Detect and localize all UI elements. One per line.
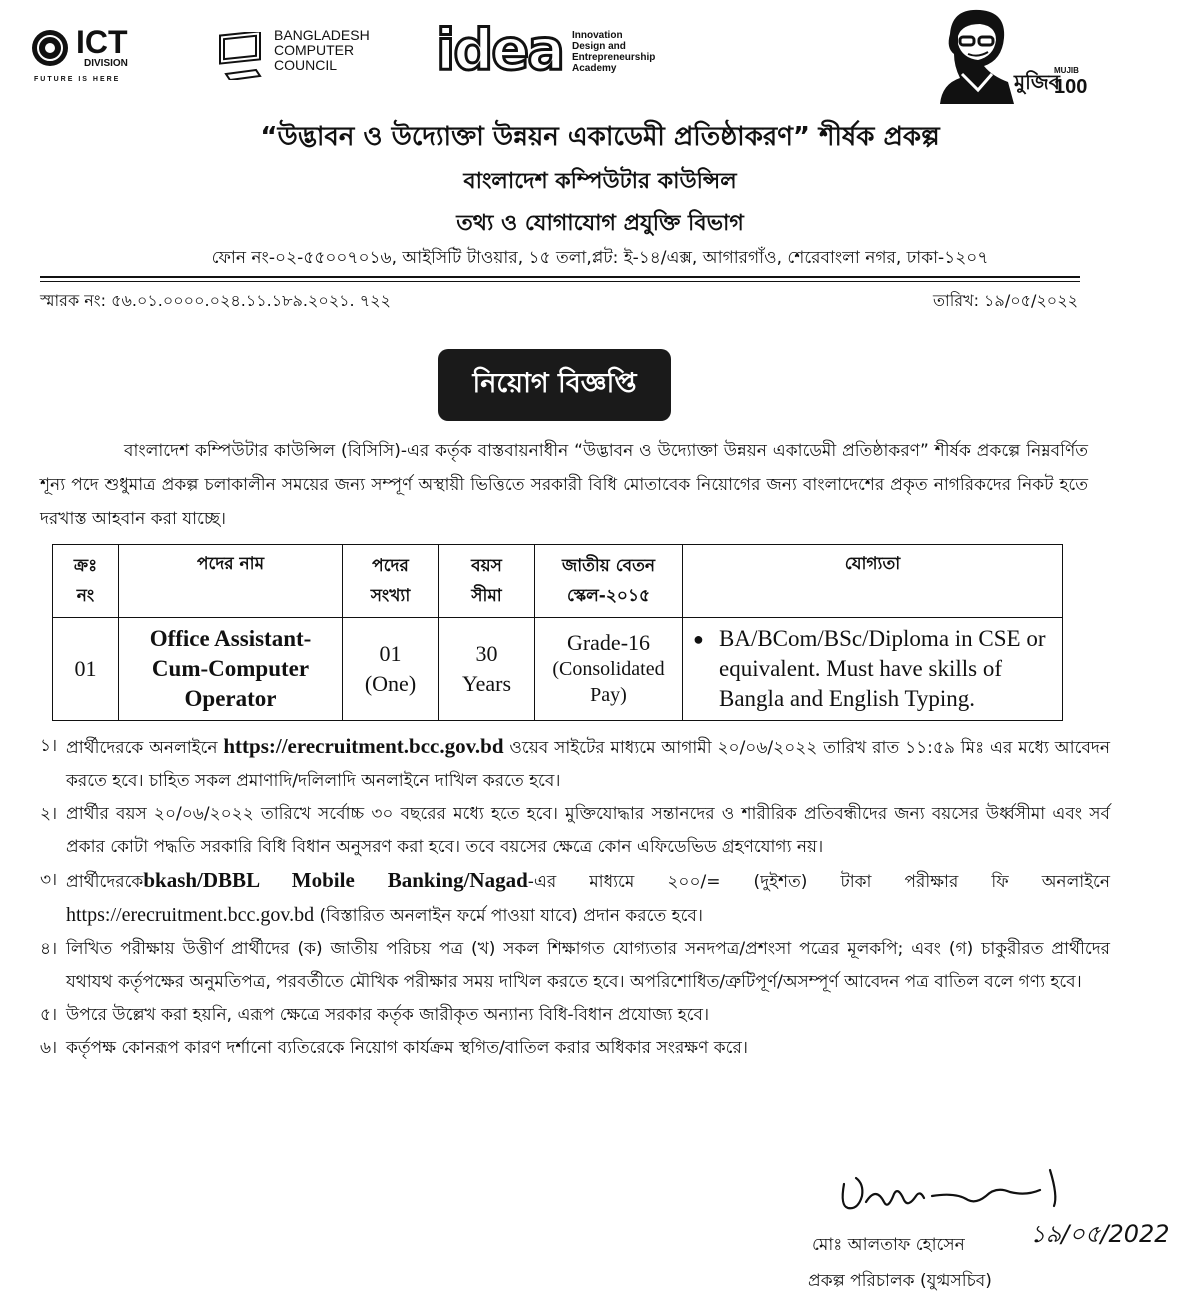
condition-text: প্রার্থীদেরকে [66, 872, 144, 892]
payment-methods: bkash/DBBL Mobile Banking/Nagad [143, 868, 528, 892]
header-count-line1: পদের [372, 556, 409, 576]
intro-paragraph: বাংলাদেশ কম্পিউটার কাউন্সিল (বিসিসি)-এর কর্তৃক বাস্তবায়নাধীন “উদ্ভাবন ও উদ্যোক্তা উন্নয়ন একাডেমী প্রতিষ্ঠাকরণ” শীর্ষক প্রকল্পে নিম্নবর্ণিত শূন্য পদে শুধুমাত্র প্রকল্প চলাকালীন সময়ের জন্য সম্পূর্ণ অস্থায়ী ভিত্তিতে সরকারী বিধি মোতাবেক নিয়োগের জন্য বাংলাদেশের প্রকৃত নাগরিকদের নিকট হতে দরখাস্ত আহবান করা যাচ্ছে। [40, 441, 1088, 529]
list-item [40, 730, 1110, 798]
ict-logo-main: ICT [76, 24, 128, 60]
idea-logo-line3: Entrepreneurship [572, 52, 656, 63]
header-scale-line1: জাতীয় বেতন [562, 556, 655, 576]
condition-text: কর্তৃপক্ষ কোনরূপ কারণ দর্শানো ব্যতিরেকে নিয়োগ কার্যক্রম স্থগিত/বাতিল করার অধিকার সংরক্ষণ করে। [66, 1038, 748, 1058]
header-qualification: যোগ্যতা [683, 545, 1063, 618]
mujib-logo-latin: MUJIB [1054, 66, 1079, 75]
condition-text: লিখিত পরীক্ষায় উত্তীর্ণ প্রার্থীদের (ক) জাতীয় পরিচয় পত্র (খ) সকল শিক্ষাগত যোগ্যতার সনদপত্র/প্রশংসা পত্রের মূলকপি; এবং (গ) চাকুরীরত প্রার্থীদের যথাযথ কর্তৃপক্ষের অনুমতিপত্র, পরবর্তীতে মৌখিক পরীক্ষার সময় দাখিল করতে হবে। অপরিশোধিত/ত্রুটিপূর্ণ/অসম্পূর্ণ আবেদন পত্র বাতিল বলে গণ্য হবে। [66, 939, 1110, 992]
department-name: তথ্য ও যোগাযোগ প্রযুক্তি বিভাগ [456, 211, 744, 236]
idea-logo [436, 18, 676, 86]
ict-division-logo [30, 26, 150, 90]
age-value: 30 [475, 641, 498, 666]
idea-logo-line2: Design and [572, 41, 626, 52]
list-number: ৩। [40, 870, 58, 890]
payment-url[interactable]: https://erecruitment.bcc.gov.bd [66, 904, 315, 926]
header-count [343, 545, 439, 618]
count-value: 01 [379, 641, 402, 666]
table-header-row [53, 545, 1063, 618]
memo-number: স্মারক নং: ৫৬.০১.০০০০.০২৪.১১.১৮৯.২০২১. ৭২২ [40, 291, 391, 310]
idea-logo-word: idea [436, 18, 564, 83]
signer-name: মোঃ আলতাফ হোসেন [812, 1235, 965, 1255]
computer-monitor-icon [216, 32, 266, 80]
header-scale-line2: স্কেল-২০১৫ [566, 586, 651, 606]
list-item [40, 864, 1110, 933]
table-row [53, 618, 1063, 721]
signature-date: ১৯/০৫/2022 [1030, 1220, 1170, 1248]
header-divider-thin [40, 281, 1080, 282]
post-line1: Office Assistant- [149, 626, 312, 651]
header-pay-scale [535, 545, 683, 618]
list-number: ১। [40, 736, 58, 756]
scale-note-2: Pay) [590, 684, 627, 706]
post-line2: Cum-Computer [151, 656, 310, 681]
bcc-logo-line1: BANGLADESH [274, 27, 370, 43]
list-item [40, 999, 1110, 1032]
list-item [40, 798, 1110, 864]
list-number: ৬। [40, 1038, 58, 1058]
list-item [40, 933, 1110, 999]
bcc-logo [216, 28, 396, 84]
mujib-100-logo [932, 4, 1088, 104]
header-serial [53, 545, 119, 618]
condition-text: (বিস্তারিত অনলাইন ফর্মে পাওয়া যাবে) প্রদান করতে হবে। [319, 906, 703, 926]
condition-text: উপরে উল্লেখ করা হয়নি, এরূপ ক্ষেত্রে সরকার কর্তৃক জারীকৃত অন্যান্য বিধি-বিধান প্রযোজ্য হবে। [66, 1005, 710, 1025]
condition-text: প্রার্থীর বয়স ২০/০৬/২০২২ তারিখে সর্বোচ্চ ৩০ বছরের মধ্যে হতে হবে। মুক্তিযোদ্ধার সন্তানদের ও শারীরিক প্রতিবন্ধীদের জন্য বয়সের উর্ধ্বসীমা এবং সর্ব প্রকার কোটা পদ্ধতি সরকারি বিধি বিধান অনুসরণ করা হবে। তবে বয়সের ক্ষেত্রে কোন এফিডেভিড গ্রহণযোগ্য নয়। [66, 804, 1110, 857]
header-count-line2: সংখ্যা [370, 586, 411, 606]
project-title: “উদ্ভাবন ও উদ্যোক্তা উন্নয়ন একাডেমী প্রতিষ্ঠাকরণ” শীর্ষক প্রকল্প [260, 122, 940, 152]
cell-post-count [343, 618, 439, 721]
header-serial-line1: ক্রঃ [73, 556, 98, 576]
issue-date: তারিখ: ১৯/০৫/২০২২ [933, 291, 1078, 310]
list-number: ৪। [40, 939, 58, 959]
ict-logo-sub: DIVISION [84, 58, 128, 69]
condition-text: ওয়েব সাইটের মাধ্যমে আগামী ২০/০৬/২০২২ তারিখ রাত ১১:৫৯ মিঃ এর মধ্যে আবেদন করতে হবে। চাহিত সকল প্রমাণাদি/দলিলাদি অনলাইনে দাখিল করতে হবে। [66, 738, 1110, 791]
header-age-line2: সীমা [471, 586, 502, 606]
idea-logo-line1: Innovation [572, 30, 623, 41]
ict-logo-tagline: FUTURE IS HERE [34, 76, 121, 83]
qualification-text: BA/BCom/BSc/Diploma in CSE or equivalent. Must have skills of Bangla and English Typing. [719, 626, 1046, 711]
organization-name: বাংলাদেশ কম্পিউটার কাউন্সিল [463, 169, 737, 194]
contact-address: ফোন নং-০২-৫৫০০৭০১৬, আইসিটি টাওয়ার, ১৫ তলা,প্লট: ই-১৪/এক্স, আগারগাঁও, শেরেবাংলা নগর, ঢাকা-১২০৭ [211, 248, 989, 268]
header-age-line1: বয়স [471, 556, 502, 576]
header-post: পদের নাম [119, 545, 343, 618]
bcc-logo-line3: COUNCIL [274, 57, 338, 73]
bcc-logo-line2: COMPUTER [274, 42, 355, 58]
header-age [439, 545, 535, 618]
vacancy-table [52, 544, 1063, 721]
bullet-icon: ● [693, 629, 704, 649]
cell-pay-scale [535, 618, 683, 721]
count-words: (One) [364, 671, 417, 696]
list-number: ৫। [40, 1005, 58, 1025]
idea-logo-line4: Academy [572, 63, 617, 74]
condition-text: প্রার্থীদেরকে অনলাইনে [66, 738, 218, 758]
cell-serial: 01 [53, 618, 119, 721]
application-url[interactable]: https://erecruitment.bcc.gov.bd [223, 734, 504, 758]
cell-age-limit [439, 618, 535, 721]
scale-grade: Grade-16 [566, 630, 651, 655]
mujib-logo-word: মুজিব [1014, 70, 1060, 94]
cell-post-name [119, 618, 343, 721]
portrait-illustration-icon [932, 4, 1022, 104]
conditions-list [40, 730, 1110, 1065]
mujib-logo-number: 100 [1054, 76, 1088, 98]
post-line3: Operator [184, 686, 277, 711]
signer-designation: প্রকল্প পরিচালক (যুগ্মসচিব) [808, 1271, 992, 1291]
header-divider [40, 276, 1080, 278]
cell-qualification [683, 618, 1063, 721]
list-number: ২। [40, 804, 58, 824]
notice-title-badge: নিয়োগ বিজ্ঞপ্তি [438, 349, 671, 421]
scale-note-1: (Consolidated [552, 658, 665, 680]
age-unit: Years [461, 671, 512, 696]
condition-text: -এর মাধ্যমে ২০০/= (দুইশত) টাকা পরীক্ষার ফি অনলাইনে [527, 872, 1110, 892]
header-serial-line2: নং [76, 586, 95, 606]
list-item [40, 1032, 1110, 1065]
